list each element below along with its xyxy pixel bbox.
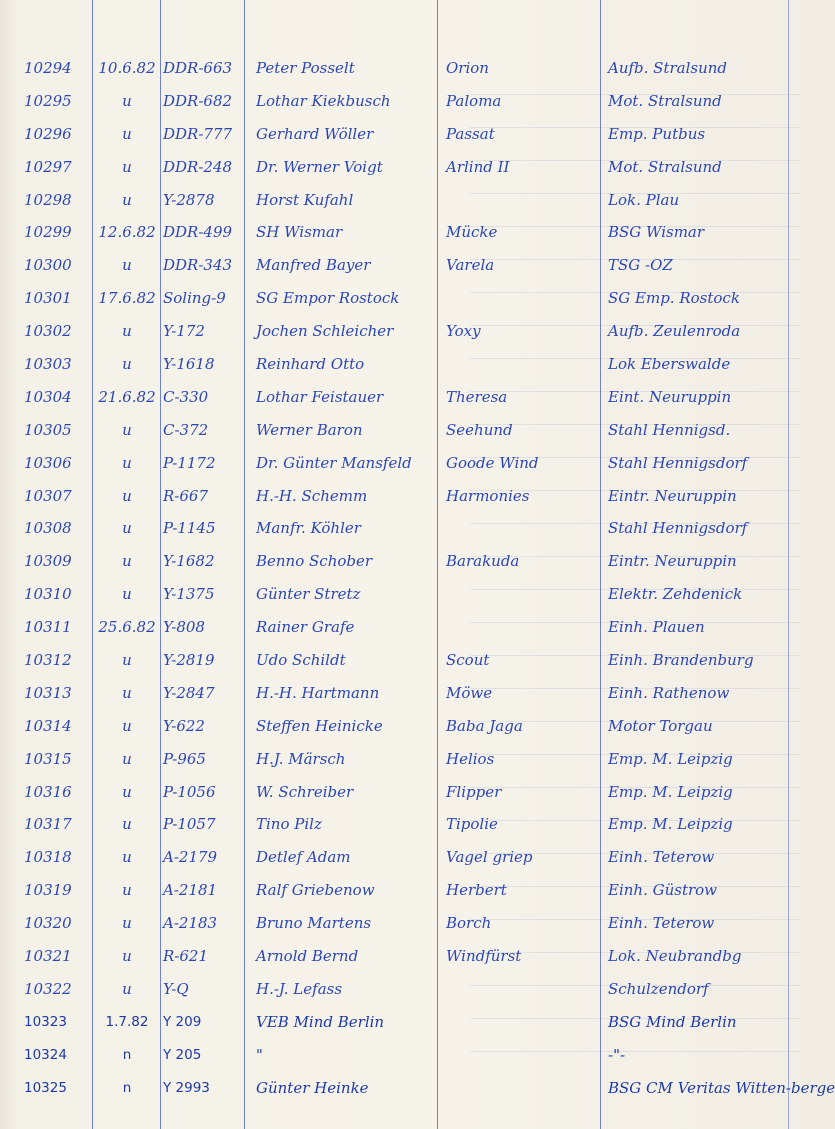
club-name: BSG CM Veritas Witten-berge [608, 1078, 835, 1097]
table-row [0, 282, 800, 315]
table-row [0, 545, 800, 578]
entry-number: 10301 [24, 289, 72, 308]
owner-name: Jochen Schleicher [256, 322, 394, 341]
table-row [0, 414, 800, 447]
club-name: Motor Torgau [608, 716, 713, 735]
entry-number: 10308 [24, 519, 72, 538]
owner-name: H.J. Märsch [256, 749, 346, 768]
owner-name: Tino Pilz [256, 815, 322, 834]
club-name: Lok Eberswalde [608, 355, 731, 374]
sail-number: DDR-343 [163, 256, 233, 275]
entry-number: 10317 [24, 815, 72, 834]
entry-date: 17.6.82 [98, 289, 156, 308]
boat-name: Arlind II [446, 157, 510, 176]
entry-number: 10324 [24, 1046, 67, 1063]
entry-number: 10294 [24, 59, 72, 77]
entry-date: u [122, 355, 132, 374]
club-name: Eintr. Neuruppin [608, 552, 737, 571]
club-name: Einh. Teterow [608, 914, 715, 933]
entry-date: u [122, 322, 132, 341]
table-row [0, 940, 800, 973]
entry-date: u [122, 651, 132, 670]
club-name: Stahl Hennigsdorf [608, 519, 748, 538]
entry-number: 10309 [24, 552, 72, 571]
table-row [0, 447, 800, 480]
club-name: BSG Wismar [608, 223, 705, 242]
boat-name: Scout [446, 651, 490, 670]
sail-number: P-1056 [163, 782, 216, 801]
owner-name: Bruno Martens [256, 914, 372, 933]
entry-number: 10325 [24, 1079, 67, 1096]
club-name: Einh. Rathenow [608, 683, 730, 702]
table-row [0, 1072, 835, 1105]
table-row [0, 184, 800, 217]
table-row [0, 512, 800, 545]
sail-number: A-2183 [163, 914, 218, 933]
entry-date: u [122, 256, 132, 275]
owner-name: Dr. Werner Voigt [256, 157, 383, 176]
owner-name: SH Wismar [256, 223, 343, 242]
entry-number: 10314 [24, 716, 72, 735]
table-row [0, 874, 800, 907]
entry-date: u [122, 848, 132, 867]
entry-number: 10297 [24, 157, 72, 176]
sail-number: A-2181 [163, 881, 218, 900]
table-row [0, 644, 800, 677]
entry-date: u [122, 881, 132, 900]
entry-date: u [122, 914, 132, 933]
owner-name: H.-J. Lefass [256, 979, 343, 998]
club-name: Einh. Teterow [608, 848, 715, 867]
table-row [0, 841, 800, 874]
club-name: Eint. Neuruppin [608, 387, 732, 406]
entry-date: u [122, 91, 132, 110]
sail-number: Y 2993 [163, 1079, 210, 1096]
sail-number: P-1057 [163, 815, 216, 834]
entry-date: u [122, 979, 132, 998]
entry-number: 10298 [24, 190, 72, 209]
sail-number: Soling-9 [163, 289, 226, 308]
entry-date: 21.6.82 [98, 387, 156, 406]
entry-number: 10312 [24, 651, 72, 670]
sail-number: P-1172 [163, 453, 216, 472]
club-name: Schulzendorf [608, 979, 709, 998]
entry-date: n [122, 1079, 132, 1096]
entry-date: 25.6.82 [98, 618, 156, 637]
sail-number: P-965 [163, 749, 206, 768]
table-row [0, 776, 800, 809]
club-name: Aufb. Zeulenroda [608, 322, 741, 341]
sail-number: Y-1682 [163, 552, 215, 571]
club-name: TSG -OZ [608, 256, 673, 275]
entry-number: 10323 [24, 1013, 67, 1030]
owner-name: Dr. Günter Mansfeld [256, 453, 412, 472]
sail-number: DDR-248 [163, 157, 233, 176]
sail-number: Y-2819 [163, 651, 215, 670]
owner-name: Reinhard Otto [256, 355, 365, 374]
boat-name: Tipolie [446, 815, 498, 834]
boat-name: Flipper [446, 782, 502, 801]
entry-date: u [122, 947, 132, 966]
sail-number: Y-2878 [163, 190, 215, 209]
sail-number: Y-1375 [163, 585, 215, 604]
entry-date: u [122, 552, 132, 571]
entry-number: 10299 [24, 223, 72, 242]
entry-number: 10319 [24, 881, 72, 900]
sail-number: C-330 [163, 387, 209, 406]
entry-date: u [122, 486, 132, 505]
club-name: Einh. Plauen [608, 618, 705, 637]
entry-number: 10302 [24, 322, 72, 341]
table-row [0, 480, 800, 513]
boat-name: Varela [446, 256, 495, 275]
entry-number: 10296 [24, 124, 72, 143]
owner-name: Horst Kufahl [256, 190, 354, 209]
sail-number: R-667 [163, 486, 208, 505]
table-row [0, 1006, 800, 1039]
owner-name: Günter Stretz [256, 585, 361, 604]
club-name: Einh. Güstrow [608, 881, 718, 900]
table-row [0, 315, 800, 348]
club-name: Stahl Hennigsd. [608, 420, 731, 439]
boat-name: Borch [446, 914, 492, 933]
owner-name: Detlef Adam [256, 848, 351, 867]
table-row [0, 348, 800, 381]
register-table [0, 52, 835, 1105]
owner-name: VEB Mind Berlin [256, 1012, 385, 1031]
club-name: BSG Mind Berlin [608, 1012, 737, 1031]
sail-number: DDR-777 [163, 124, 233, 143]
entry-date: u [122, 749, 132, 768]
club-name: -"- [608, 1045, 626, 1064]
boat-name: Vagel griep [446, 848, 533, 867]
table-row [0, 578, 800, 611]
club-name: Mot. Stralsund [608, 91, 722, 110]
table-row [0, 710, 800, 743]
owner-name: Ralf Griebenow [256, 881, 375, 900]
entry-number: 10313 [24, 683, 72, 702]
entry-date: u [122, 716, 132, 735]
entry-date: u [122, 190, 132, 209]
owner-name: Arnold Bernd [256, 947, 359, 966]
club-name: Emp. M. Leipzig [608, 815, 733, 834]
table-row [0, 216, 800, 249]
club-name: Stahl Hennigsdorf [608, 453, 748, 472]
owner-name: Günter Heinke [256, 1078, 369, 1097]
table-row [0, 611, 800, 644]
entry-number: 10304 [24, 387, 72, 406]
owner-name: Lothar Feistauer [256, 387, 384, 406]
club-name: Emp. M. Leipzig [608, 749, 733, 768]
boat-name: Baba Jaga [446, 716, 523, 735]
table-row [0, 1039, 800, 1072]
entry-number: 10295 [24, 91, 72, 110]
boat-name: Möwe [446, 683, 493, 702]
owner-name: Steffen Heinicke [256, 716, 383, 735]
owner-name: Udo Schildt [256, 651, 346, 670]
owner-name: " [256, 1045, 263, 1064]
boat-name: Passat [446, 124, 495, 143]
club-name: Emp. Putbus [608, 124, 706, 143]
table-row [0, 907, 800, 940]
sail-number: Y-1618 [163, 355, 215, 374]
entry-number: 10300 [24, 256, 72, 275]
boat-name: Windfürst [446, 947, 522, 966]
sail-number: Y-2847 [163, 683, 215, 702]
entry-number: 10306 [24, 453, 72, 472]
club-name: Eintr. Neuruppin [608, 486, 737, 505]
entry-number: 10310 [24, 585, 72, 604]
club-name: Lok. Neubrandbg [608, 947, 742, 966]
table-row [0, 85, 800, 118]
entry-number: 10307 [24, 486, 72, 505]
entry-number: 10322 [24, 979, 72, 998]
sail-number: DDR-499 [163, 223, 233, 242]
sail-number: DDR-682 [163, 91, 233, 110]
entry-date: u [122, 420, 132, 439]
boat-name: Mücke [446, 223, 498, 242]
sail-number: Y 209 [163, 1013, 202, 1030]
club-name: Mot. Stralsund [608, 157, 722, 176]
sail-number: Y 205 [163, 1046, 202, 1063]
boat-name: Orion [446, 59, 489, 77]
table-row [0, 52, 800, 85]
entry-date: u [122, 815, 132, 834]
sail-number: Y-Q [163, 979, 189, 998]
owner-name: H.-H. Schemm [256, 486, 368, 505]
club-name: Aufb. Stralsund [608, 59, 728, 77]
entry-number: 10321 [24, 947, 72, 966]
sail-number: Y-172 [163, 322, 205, 341]
sail-number: C-372 [163, 420, 209, 439]
entry-date: u [122, 585, 132, 604]
table-row [0, 743, 800, 776]
entry-date: 12.6.82 [98, 223, 156, 242]
table-row [0, 381, 800, 414]
boat-name: Paloma [446, 91, 502, 110]
table-row [0, 677, 800, 710]
sail-number: P-1145 [163, 519, 216, 538]
entry-date: u [122, 782, 132, 801]
table-row [0, 118, 800, 151]
sail-number: R-621 [163, 947, 208, 966]
entry-date: u [122, 519, 132, 538]
entry-date: n [122, 1046, 132, 1063]
entry-date: u [122, 157, 132, 176]
table-row [0, 808, 800, 841]
entry-number: 10320 [24, 914, 72, 933]
boat-name: Yoxy [446, 322, 481, 341]
owner-name: Werner Baron [256, 420, 363, 439]
owner-name: W. Schreiber [256, 782, 354, 801]
entry-date: u [122, 453, 132, 472]
club-name: SG Emp. Rostock [608, 289, 740, 308]
boat-name: Goode Wind [446, 453, 539, 472]
entry-number: 10315 [24, 749, 72, 768]
sail-number: Y-808 [163, 618, 205, 637]
boat-name: Helios [446, 749, 495, 768]
owner-name: Benno Schober [256, 552, 373, 571]
entry-number: 10316 [24, 782, 72, 801]
boat-name: Harmonies [446, 486, 530, 505]
boat-name: Herbert [446, 881, 507, 900]
entry-date: u [122, 124, 132, 143]
sail-number: DDR-663 [163, 59, 233, 77]
club-name: Lok. Plau [608, 190, 680, 209]
boat-name: Theresa [446, 387, 508, 406]
sail-number: A-2179 [163, 848, 218, 867]
owner-name: Gerhard Wöller [256, 124, 374, 143]
club-name: Einh. Brandenburg [608, 651, 754, 670]
club-name: Elektr. Zehdenick [608, 585, 743, 604]
entry-date: 10.6.82 [98, 59, 156, 77]
boat-name: Barakuda [446, 552, 520, 571]
entry-number: 10303 [24, 355, 72, 374]
owner-name: Lothar Kiekbusch [256, 91, 391, 110]
entry-date: 1.7.82 [105, 1013, 149, 1030]
entry-number: 10318 [24, 848, 72, 867]
owner-name: H.-H. Hartmann [256, 683, 380, 702]
sail-number: Y-622 [163, 716, 205, 735]
table-row [0, 249, 800, 282]
club-name: Emp. M. Leipzig [608, 782, 733, 801]
entry-number: 10311 [24, 618, 72, 637]
owner-name: SG Empor Rostock [256, 289, 400, 308]
boat-name: Seehund [446, 420, 513, 439]
entry-date: u [122, 683, 132, 702]
owner-name: Manfr. Köhler [256, 519, 361, 538]
table-row [0, 973, 800, 1006]
owner-name: Rainer Grafe [256, 618, 355, 637]
owner-name: Peter Posselt [256, 59, 355, 77]
entry-number: 10305 [24, 420, 72, 439]
table-row [0, 151, 800, 184]
owner-name: Manfred Bayer [256, 256, 371, 275]
